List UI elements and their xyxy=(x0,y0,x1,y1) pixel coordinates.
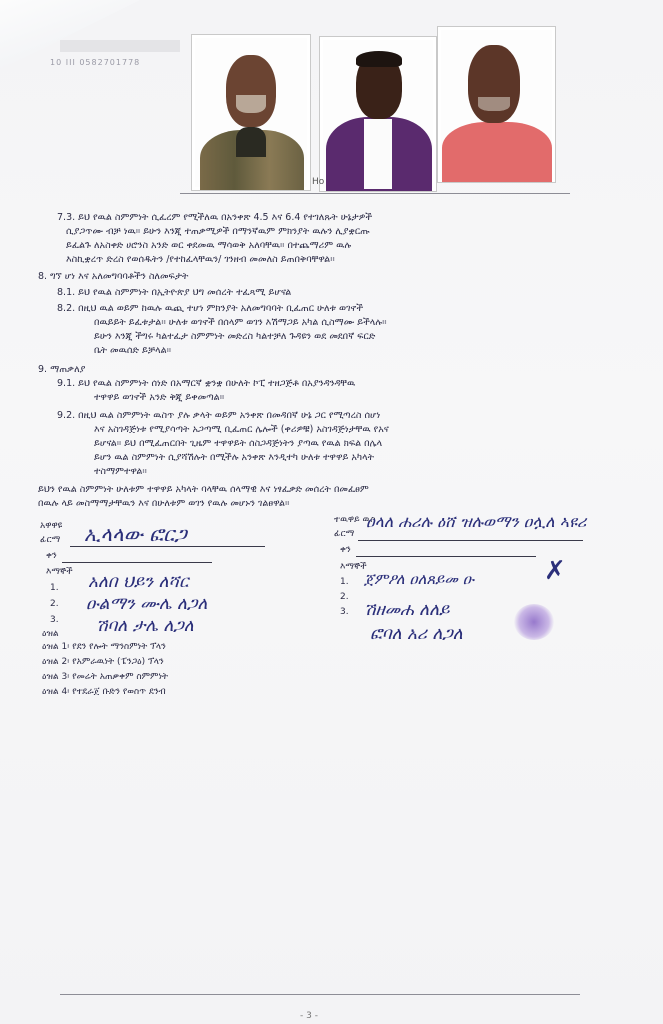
right-party-role: ተዉዋይ ዉስ xyxy=(334,515,376,525)
left-witness-1-signature: አለበ ህይን ለሻር xyxy=(88,572,189,592)
left-party-date-underline xyxy=(62,562,212,563)
left-party-date-label: ቀን xyxy=(46,551,57,561)
left-witness-1-number: 1. xyxy=(50,583,59,593)
photo-1 xyxy=(191,34,311,191)
right-witness-4-signature: ፎባለ አሪ ለጋለ xyxy=(370,624,463,644)
photo-3 xyxy=(437,26,556,183)
clause-7-3-line-3: ይፈልጉ ለአስቀድ ሀሮንስ አንድ ወር ቀደመዉ ማሳወቅ አለባቸዉ። በተጨማሪም ዉሉ xyxy=(66,240,352,251)
right-witness-3-number: 3. xyxy=(340,607,349,617)
clause-9-2-line-3: ይሆናል። ይህ በሚፈጠርበት ጊዜም ተዋዋይት ሰስጋዳጅነትን ያጣዉ የዉል ክፍል በሌላ xyxy=(94,438,383,449)
faint-header-mark xyxy=(60,40,180,52)
right-party-date-label: ቀን xyxy=(340,545,351,555)
divider-top xyxy=(180,193,570,194)
left-witness-2-signature: ዑልማን ሙሌ ለጋለ xyxy=(86,594,208,614)
right-party-sign-underline xyxy=(358,540,583,541)
clause-9-1-line-2: ተዋዋይ ወገኖች አንድ ቅጂ ይቀመጣል። xyxy=(94,392,225,403)
left-party-sign-underline xyxy=(70,546,265,547)
divider-bottom xyxy=(60,994,580,995)
clause-9-2-line-1: 9.2. በዚህ ዉል ስምምነት ዉስጥ ያሉ ቃላት ወይም አንቀጽ በመዳበኛ ሁኔ ጋር የሚጣረስ ሰሆነ xyxy=(57,410,381,421)
clause-7-3-line-1: 7.3. ይህ የዉል ስምምነት ሲፈረም የሚችለዉ በአንቀጽ 4.5 እና 6.4 የተገለጹት ሁኔታዎች xyxy=(57,212,373,223)
clause-9-2-line-4: ይሆን ዉል ስምምነት ሲያሻሽሉት በሚችሉ አንቀጽ እንዲተካ ሁለቱ ተዋዋይ አካላት xyxy=(94,452,375,463)
left-party-name-label: ፊርማ xyxy=(40,535,61,545)
attachment-3: ዕዝል 3፡ የመሬት አጠቃቀም ስምምነት xyxy=(42,672,169,682)
clause-9-1-line-1: 9.1. ይህ የዉል ስምምነት ሰነድ በአማርኛ ቋንቋ በሁለት ኮፒ ተዘጋጅቶ በአያንዳንዳቸዉ xyxy=(57,378,356,389)
clause-8-2-line-4: ቤት መዉሰድ ይቻላል። xyxy=(94,345,172,356)
left-witness-3-number: 3. xyxy=(50,615,59,625)
page-number: - 3 - xyxy=(300,1011,318,1021)
right-party-name-label: ፊርማ xyxy=(334,529,355,539)
right-party-date-underline xyxy=(356,556,536,557)
section-8-heading: 8. ግኘ ሆነ እና አለመግባባቶችን ስለመፍታት xyxy=(38,271,189,282)
left-witness-3-signature: ሽባለ ታሌ ለጋለ xyxy=(96,616,194,636)
clause-9-2-line-5: ተስማምተዋል። xyxy=(94,466,147,477)
right-witness-2-number: 2. xyxy=(340,592,349,602)
faint-reference-text: 10 III 0582701778 xyxy=(50,58,141,67)
clause-9-2-line-2: እና አስገዳጅነቱ የሚያሳጣት አጋጣሚ ቢፈጠር ሌሎች (ቀሪዎቹ) አስገዳጅነታቸዉ የአና xyxy=(94,424,389,435)
right-party-signature: ዐላለ ሐሪሉ ዕሸ ዝሉወማን ዐሏለ ኣዩሪ xyxy=(366,512,587,531)
right-witnesses-label: እማኞች xyxy=(340,562,367,572)
closing-line-1: ይህን የዉል ስምምነት ሁለቱም ተዋዋይ አካላት ባላቸዉ ሰላማዊ እና ነፃፈቃድ መሰረት በመፈፀም xyxy=(38,484,369,495)
right-witness-3-signature: ሽዘመሐ ለለይ xyxy=(364,600,450,620)
attachments-label: ዕዝል xyxy=(42,629,59,639)
clause-8-2-line-2: በዉይይት ይፈቱታል። ሁለቱ ወገኖች በሰላም ወገን እሽማጋይ አካል ሲስማሙ ይችላሉ። xyxy=(94,317,387,328)
right-witness-1-signature: ጀምዖለ ዐለጸይመ ዑ xyxy=(364,570,474,588)
clause-7-3-line-4: እስኪቋረጥ ድረስ የወሰዱትን /የተከፈላቸዉን/ ገንዘብ መመለስ ይጠበቅባቸዋል። xyxy=(66,254,335,265)
photo-side-mark: Ho xyxy=(312,177,325,187)
right-witness-1-mark: ✗ xyxy=(544,556,566,586)
clause-8-2-line-3: ይሁን እንጂ ችግሩ ካልተፈታ ስምምነት መድረስ ካልተቻለ ጉዳዩን ወደ መደበኛ ፍርድ xyxy=(94,331,376,342)
left-witness-2-number: 2. xyxy=(50,599,59,609)
clause-7-3-line-2: ሲያጋጥሙ ብቻ ነዉ። ይሁን እንጂ ተጠቃሚዎች በማንኛዉም ምክንያት ዉሉን ሊያቋርጡ xyxy=(66,226,370,237)
section-9-heading: 9. ማጠቃለያ xyxy=(38,364,86,375)
left-party-role: አዋዋዩ xyxy=(40,521,63,531)
attachment-2: ዕዝል 2፡ የአምራዉነት (ፔንጋዕ) ፕላን xyxy=(42,657,164,667)
left-party-signature: ኢላላው ፎርጋ xyxy=(84,522,187,546)
ink-stamp xyxy=(514,604,554,640)
photo-2 xyxy=(319,36,437,192)
right-witness-1-number: 1. xyxy=(340,577,349,587)
attachment-1: ዕዝል 1፡ የደን የሎት ማንስምነት ፕላን xyxy=(42,642,166,652)
closing-line-2: በዉሉ ላይ መስማማታቸዉን እና በሁለቱም ወገን የዉሉ መሆኑን ገልፀዋል። xyxy=(38,498,290,509)
attachment-4: ዕዝል 4፡ የተደራጀ ቡድን የወስጥ ደንብ xyxy=(42,687,166,697)
clause-8-2-line-1: 8.2. በዚህ ዉል ወይም ከዉሉ ዉጪ ተሆነ ምክንያት አለመግባባት ቢፈጠር ሁለቱ ወገኖች xyxy=(57,303,364,314)
clause-8-1: 8.1. ይህ የዉል ስምምነት በኢትዮጵያ ህግ መሰረት ተፈጻሚ ይሆናል xyxy=(57,287,292,298)
left-witnesses-label: እማኞች xyxy=(46,567,73,577)
